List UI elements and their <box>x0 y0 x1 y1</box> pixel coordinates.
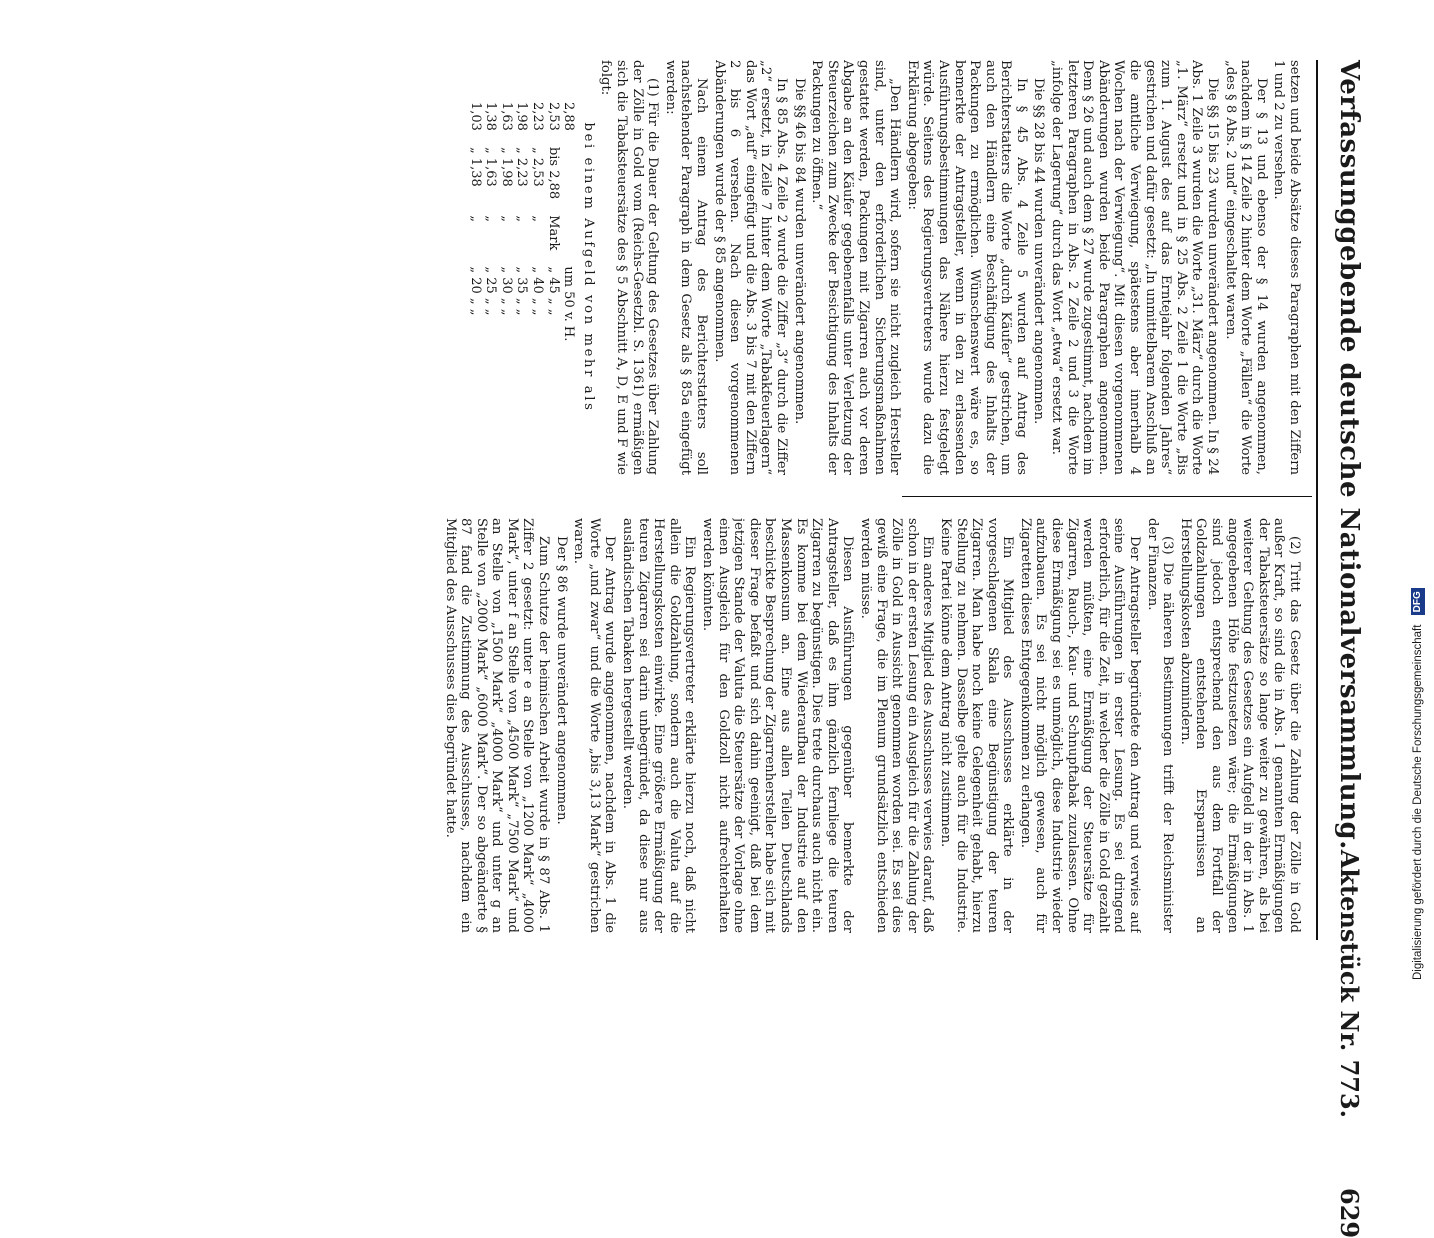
paragraph: Der Antrag wurde angenommen, nachdem in Abs. 1 die Worte „und zwar“ und die Worte „bis 3,13 Mark“ gestrichen waren. <box>571 518 618 933</box>
right-column <box>44 518 1302 933</box>
table-cell-from: 1,98 <box>514 102 530 131</box>
table-row <box>483 94 499 349</box>
table-cell-range: „ 1,63 <box>483 146 499 187</box>
paragraph: Die §§ 15 bis 23 wurden unverändert angenommen. In § 24 Abs. 1 Zeile 3 wurden die Worte „31. März“ durch die Worte „1. März“ ersetzt und in § 25 Abs. 2 Zeile 1 die Worte „Bis zum 1. August des auf das Erntejahr folgenden Jahres“ gestrichen und dafür gesetzt: „In unmittelbarem Anschluß an die amtliche Verwiegung, spätestens aber innerhalb 4 Wochen nach der Verwiegung“. Mit diesen vorgenommenen Abänderungen wurden beide Paragraphen angenommen. Dem § 26 und auch dem § 27 wurde zugestimmt, nachdem im letzteren Paragraphen in Abs. 2 Zeile 2 und 3 die Worte „infolge der Lagerung“ durch das Wort „etwa“ ersetzt war. <box>1049 60 1221 475</box>
table-row <box>530 94 546 349</box>
page-number: 629 <box>1335 1188 1364 1238</box>
table-row <box>467 94 483 349</box>
proposed-paragraph: (1) Für die Dauer der Geltung des Gesetzes über Zahlung der Zölle in Gold vom (Reichs-Gesetzbl. S. 1361) ermäßigen sich die Tabaksteuersätze des § 5 Abschnitt A, D, E und F wie folgt: <box>598 60 661 475</box>
table-cell-unit <box>561 207 577 258</box>
table-cell-from: 1,38 <box>483 102 499 131</box>
table-cell-range <box>561 139 577 207</box>
proposed-paragraph: (3) Die näheren Bestimmungen trifft der Reichsminister der Finanzen. <box>1144 518 1176 933</box>
table-row <box>561 94 577 349</box>
table-cell-reduction: um 50 v. H. <box>561 266 577 342</box>
footer-credit <box>1404 0 1432 1000</box>
table-cell-range: „ 1,38 <box>467 146 483 187</box>
left-column <box>44 60 1302 475</box>
quoted-declaration: „Den Händlern wird, sofern sie nicht zugleich Hersteller sind, unter den erforderlichen Sicherungsmaßnahmen gestattet werden, Packungen mit Zigarren auch vor deren Abgabe an den Käufer gegebenenfalls unter Verletzung der Steuerzeichen zum Zwecke der Besichtigung des Inhalts der Packungen zu öffnen.“ <box>809 60 903 475</box>
header-right <box>1335 850 1364 1238</box>
table-cell-reduction: „ 40 „ „ <box>530 266 546 316</box>
document-page <box>44 60 1364 1238</box>
table-cell-range: „ 1,98 <box>498 146 514 187</box>
table-cell-unit: Mark <box>545 215 561 251</box>
table-cell-unit: „ <box>530 215 546 222</box>
surcharge-table <box>467 94 576 349</box>
paragraph: Ein Regierungsvertreter erklärte hierzu noch, daß nicht allein die Goldzahlung, sondern auch die Valuta auf die Herstellungskosten einwirke. Eine größere Ermäßigung der teuren Zigarren sei darin unbegründet, da diese nur aus ausländischen Tabaken hergestellt werden. <box>620 518 698 933</box>
proposed-paragraph: (2) Tritt das Gesetz über die Zahlung der Zölle in Gold außer Kraft, so sind die in Abs. 1 genannten Ermäßigungen der Tabaksteuersätze so lange weiter zu gewähren, als bei weiterer Geltung des Gesetzes ein Aufgeld in der in Abs. 1 angegebenen Höhe festzusetzen wäre; die Ermäßigungen sind jedoch entsprechend den aus dem Fortfall der Goldzahlungen entstehenden Ersparnissen an Herstellungskosten abzumindern. <box>1177 518 1302 933</box>
paragraph: Nach einem Antrag des Berichterstatters soll nachstehender Paragraph in dem Gesetz als § 85a eingefügt werden: <box>662 60 710 475</box>
table-cell-unit: „ <box>483 215 499 222</box>
table-cell-unit: „ <box>467 215 483 222</box>
paragraph: Der Antragsteller begründete den Antrag und verwies auf seine Ausführungen in erster Lesung. Es sei dringend erforderlich, für die Zeit, in welcher die Zölle in Gold gezahlt werden müßten, eine Ermäßigung der Steuersätze für Zigarren, Rauch-, Kau- und Schnupftabak zuzulassen. Ohne diese Ermäßigung sei es unmöglich, diese Industrie wieder aufzubauen. Es sei nicht möglich gewesen, auch für Zigaretten dieses Entgegenkommen zu erlangen. <box>1017 518 1143 933</box>
table-cell-from: 2,23 <box>530 102 546 131</box>
table-row <box>545 94 561 349</box>
table-cell-from: 1,03 <box>467 102 483 131</box>
paragraph: Der § 13 und ebenso der § 14 wurden angenommen, nachdem in § 14 Zeile 2 hinter dem Worte „Fällen“ die Worte „des § 8 Abs. 2 und“ eingeschaltet waren. <box>1222 60 1269 475</box>
table-cell-unit: „ <box>514 215 530 222</box>
paragraph: Zum Schutze der heimischen Arbeit wurde in § 87 Abs. 1 Ziffer 2 gesetzt: unter e an Stelle von „1200 Mark“ „4000 Mark“, unter f an Stelle von „4500 Mark“ „7500 Mark“ und an Stelle von „1500 Mark“ „4000 Mark“ und unter g an Stelle von „2000 Mark“ „6000 Mark“. Der so abgeänderte § 87 fand die Zustimmung des Ausschusses, nachdem ein Mitglied des Ausschusses dies begründet hatte. <box>442 518 552 933</box>
table-cell-from: 2,88 <box>561 102 577 131</box>
paragraph: In § 45 Abs. 4 Zeile 5 wurden auf Antrag des Berichterstatters die Worte „durch Käufer“ gestrichen, um auch den Händlern eine Beschäftigung des Inhalts der Packungen zu ermöglichen. Wünschenswert wäre es, so bemerkte der Antragsteller, wenn in den zu erlassenden Ausführungsbestimmungen das Nähere hierzu festgelegt würde. Seitens des Regierungsvertreters wurde dazu die Erklärung abgegeben: <box>904 60 1029 475</box>
column-divider <box>902 496 1312 497</box>
paragraph: Die §§ 46 bis 84 wurden unverändert angenommen. <box>791 78 807 425</box>
table-cell-range: „ 2,23 <box>514 146 530 187</box>
paragraph: In § 85 Abs. 4 Zeile 2 wurde die Ziffer „3“ durch die Ziffer „2“ ersetzt, in Zeile 7 hinter dem Worte „Tabakfeuerlagern“ das Wort „auf“ eingefügt und die Abs. 3 bis 7 mit den Ziffern 2 bis 6 versehen. Nach diesen vorgenommenen Abänderungen wurde der § 85 angenommen. <box>711 60 789 475</box>
header-rule <box>1316 60 1318 940</box>
table-cell-reduction: „ 35 „ „ <box>514 266 530 316</box>
paragraph: Ein anderes Mitglied des Ausschusses verwies darauf, daß schon in der ersten Lesung ein Ausgleich für die Zahlung der Zölle in Gold in Aussicht genommen worden sei. Es sei dies gewiß eine Frage, die im Plenum grundsätzlich entschieden werden müsse. <box>857 518 936 933</box>
table-cell-from: 1,63 <box>498 102 514 131</box>
table-cell-unit: „ <box>498 215 514 222</box>
table-cell-range: „ 2,53 <box>530 146 546 187</box>
table-row <box>498 94 514 349</box>
paragraph: Die §§ 28 bis 44 wurden unverändert angenommen. <box>1031 78 1047 425</box>
table-cell-range: bis 2,88 <box>545 146 561 200</box>
table-cell-reduction: „ 25 „ „ <box>483 266 499 316</box>
dfg-logo-icon: DFG <box>1411 588 1425 615</box>
digitization-footer <box>1404 0 1432 1000</box>
document-label: Aktenstück Nr. 773. <box>1335 849 1364 1119</box>
page-header <box>1320 60 1364 1238</box>
header-title: Verfassunggebende deutsche Nationalversammlung. <box>1334 60 1364 850</box>
paragraph: Diesen Ausführungen gegenüber bemerkte der Antragsteller, daß es ihm gänzlich fernliege die teuren Zigarren zu begünstigen. Dies trete durchaus auch nicht ein. Es komme bei dem Wiederaufbau der Industrie auf den Massenkonsum an. Eine aus allen Teilen Deutschlands beschickte Besprechung der Zigarrenhersteller habe sich mit dieser Frage befaßt und sich dahin geeinigt, daß bei dem jetzigen Stande der Valuta die Steuersätze der Vorlage ohne einen Ausgleich für den Goldzoll nicht aufrechterhalten werden könnten. <box>700 518 856 933</box>
footer-credit-text: Digitalisierung gefördert durch die Deutsche Forschungsgemeinschaft <box>1412 624 1424 980</box>
table-intro: bei einem Aufgeld von mehr als <box>580 122 596 413</box>
table-cell-reduction: „ 30 „ „ <box>498 266 514 316</box>
table-row <box>514 94 530 349</box>
paragraph: setzen und beide Absätze dieses Paragraphen mit den Ziffern 1 und 2 zu versehen. <box>1271 60 1302 475</box>
table-cell-from: 2,53 <box>545 102 561 131</box>
table-cell-reduction: „ 45 „ „ <box>545 266 561 316</box>
table-cell-reduction: „ 20 „ „ <box>467 266 483 316</box>
paragraph: Der § 86 wurde unverändert angenommen. <box>553 536 569 825</box>
paragraph: Ein Mitglied des Ausschusses erklärte in der vorgeschlagenen Skala eine Begünstigung der teuren Zigarren. Man habe noch keine Gelegenheit gehabt, hierzu Stellung zu nehmen. Dasselbe gelte auch für die Industrie. Keine Partei könne dem Antrag nicht zustimmen. <box>937 518 1016 933</box>
